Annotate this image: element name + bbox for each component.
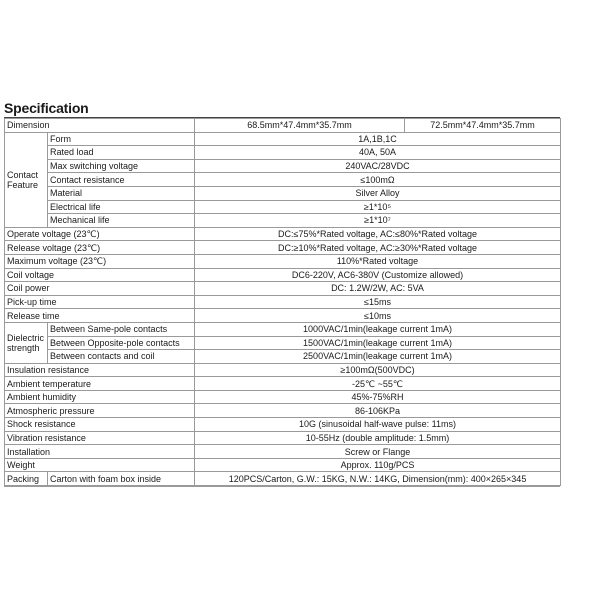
- table-row: [5, 132, 561, 146]
- row-label: Between contacts and coil: [48, 350, 195, 364]
- row-label: Pick-up time: [5, 295, 195, 309]
- row-value: ≤10ms: [195, 309, 561, 323]
- row-label: Between Opposite-pole contacts: [48, 336, 195, 350]
- row-value: ≤100mΩ: [195, 173, 561, 187]
- table-row: [5, 282, 561, 296]
- row-label: Between Same-pole contacts: [48, 322, 195, 336]
- table-row: [5, 418, 561, 432]
- table-row: [5, 186, 561, 200]
- row-value: 110%*Rated voltage: [195, 254, 561, 268]
- row-label: Electrical life: [48, 200, 195, 214]
- section-title: Specification: [4, 99, 560, 118]
- table-row: [5, 146, 561, 160]
- row-value: -25℃ ~55℃: [195, 377, 561, 391]
- table-row: [5, 241, 561, 255]
- row-label: Rated load: [48, 146, 195, 160]
- row-label: Vibration resistance: [5, 431, 195, 445]
- row-value: 1000VAC/1min(leakage current 1mA): [195, 322, 561, 336]
- specification-sheet: [4, 99, 560, 487]
- table-row: [5, 227, 561, 241]
- row-label: Installation: [5, 445, 195, 459]
- table-row: [5, 377, 561, 391]
- row-label: Weight: [5, 458, 195, 472]
- row-label: Shock resistance: [5, 418, 195, 432]
- dimension-value-1: 68.5mm*47.4mm*35.7mm: [195, 119, 405, 133]
- row-label: Contact resistance: [48, 173, 195, 187]
- row-value: Screw or Flange: [195, 445, 561, 459]
- table-row: [5, 458, 561, 472]
- row-label: Release time: [5, 309, 195, 323]
- row-value: ≥1*10⁵: [195, 200, 561, 214]
- table-row: [5, 295, 561, 309]
- row-value: 10-55Hz (double amplitude: 1.5mm): [195, 431, 561, 445]
- table-row: [5, 350, 561, 364]
- row-label: Ambient humidity: [5, 390, 195, 404]
- row-label: Coil power: [5, 282, 195, 296]
- row-label: Maximum voltage (23℃): [5, 254, 195, 268]
- dimension-value-2: 72.5mm*47.4mm*35.7mm: [405, 119, 561, 133]
- row-value: 40A, 50A: [195, 146, 561, 160]
- table-row: [5, 309, 561, 323]
- table-row: [5, 431, 561, 445]
- row-label: Form: [48, 132, 195, 146]
- packing-value: 120PCS/Carton, G.W.: 15KG, N.W.: 14KG, Dimension(mm): 400×265×345: [195, 472, 561, 486]
- row-label: Insulation resistance: [5, 363, 195, 377]
- table-row: [5, 322, 561, 336]
- row-value: 2500VAC/1min(leakage current 1mA): [195, 350, 561, 364]
- row-value: 1A,1B,1C: [195, 132, 561, 146]
- contact-feature-label: [5, 132, 48, 227]
- row-label: Operate voltage (23℃): [5, 227, 195, 241]
- group-label-line: Feature: [7, 179, 39, 190]
- spec-table-body: [5, 119, 561, 486]
- row-label: Mechanical life: [48, 214, 195, 228]
- row-label: Max switching voltage: [48, 159, 195, 173]
- group-label-line: Dielectric: [7, 332, 45, 343]
- table-row: [5, 268, 561, 282]
- row-label: Release voltage (23℃): [5, 241, 195, 255]
- row-label: Coil voltage: [5, 268, 195, 282]
- packing-sub-label: Carton with foam box inside: [48, 472, 195, 486]
- packing-label: Packing: [5, 472, 48, 486]
- row-value: ≤15ms: [195, 295, 561, 309]
- table-row: [5, 254, 561, 268]
- row-label: Material: [48, 186, 195, 200]
- row-label: Ambient temperature: [5, 377, 195, 391]
- table-row: [5, 363, 561, 377]
- table-row: [5, 173, 561, 187]
- table-row: [5, 159, 561, 173]
- table-row: [5, 404, 561, 418]
- row-value: ≥1*10⁷: [195, 214, 561, 228]
- table-row: [5, 336, 561, 350]
- row-value: 240VAC/28VDC: [195, 159, 561, 173]
- row-value: Silver Alloy: [195, 186, 561, 200]
- table-row: [5, 214, 561, 228]
- row-value: DC:≥10%*Rated voltage, AC:≥30%*Rated voltage: [195, 241, 561, 255]
- row-value: 45%-75%RH: [195, 390, 561, 404]
- table-row: [5, 200, 561, 214]
- row-value: DC: 1.2W/2W, AC: 5VA: [195, 282, 561, 296]
- bottom-divider: [4, 486, 560, 487]
- table-row: [5, 472, 561, 486]
- table-row: [5, 119, 561, 133]
- row-value: 86-106KPa: [195, 404, 561, 418]
- row-value: 1500VAC/1min(leakage current 1mA): [195, 336, 561, 350]
- row-value: 10G (sinusoidal half-wave pulse: 11ms): [195, 418, 561, 432]
- dielectric-strength-label: [5, 322, 48, 363]
- group-label-line: Contact: [7, 169, 39, 180]
- spec-table: [4, 118, 561, 486]
- group-label-line: strength: [7, 342, 40, 353]
- row-value: Approx. 110g/PCS: [195, 458, 561, 472]
- table-row: [5, 390, 561, 404]
- table-row: [5, 445, 561, 459]
- row-value: ≥100mΩ(500VDC): [195, 363, 561, 377]
- row-label: Atmospheric pressure: [5, 404, 195, 418]
- row-label: Dimension: [5, 119, 195, 133]
- row-value: DC6-220V, AC6-380V (Customize allowed): [195, 268, 561, 282]
- row-value: DC:≤75%*Rated voltage, AC:≤80%*Rated voltage: [195, 227, 561, 241]
